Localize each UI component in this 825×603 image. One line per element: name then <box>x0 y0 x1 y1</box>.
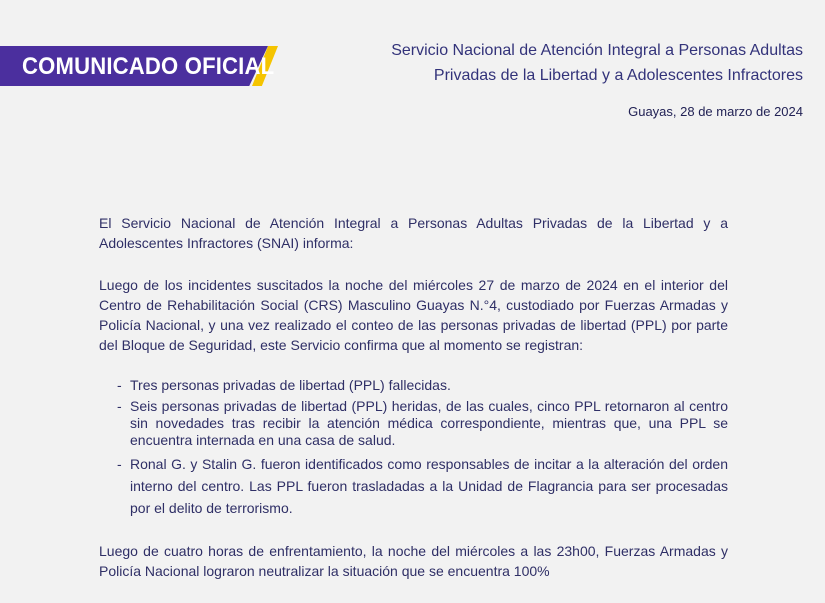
banner-label: COMUNICADO OFICIAL <box>22 53 275 80</box>
document-body <box>99 213 728 603</box>
bullet-list <box>99 377 728 519</box>
bullet-item: - Seis personas privadas de libertad (PPL) heridas, de las cuales, cinco PPL retornaron al centro sin novedades tras recibir la atención médica correspondiente, mientras que, una PPL se encuentra internada en una casa de salud. <box>117 398 728 449</box>
paragraph-1: Luego de los incidentes suscitados la noche del miércoles 27 de marzo de 2024 en el interior del Centro de Rehabilitación Social (CRS) Masculino Guayas N.°4, custodiado por Fuerzas Armadas y Policía Nacional, y una vez realizado el conteo de las personas privadas de libertad (PPL) por parte del Bloque de Seguridad, este Servicio confirma que al momento se registran: <box>99 277 728 353</box>
organization-line-1: Servicio Nacional de Atención Integral a Personas Adultas <box>391 42 803 59</box>
intro-paragraph: El Servicio Nacional de Atención Integral a Personas Adultas Privadas de la Libertad y a Adolescentes Infractores (SNAI) informa: <box>99 215 728 251</box>
bullet-item: - Tres personas privadas de libertad (PPL) fallecidas. <box>117 377 728 394</box>
organization-name <box>333 38 803 88</box>
organization-line-2: Privadas de la Libertad y a Adolescentes Infractores <box>433 67 803 84</box>
paragraph-2: Luego de cuatro horas de enfrentamiento, la noche del miércoles a las 23h00, Fuerzas Armadas y Policía Nacional lograron neutralizar la situación que se encuentra 100% <box>99 543 728 579</box>
bullet-item: - Ronal G. y Stalin G. fueron identificados como responsables de incitar a la alteración del orden interno del centro. Las PPL fueron trasladadas a la Unidad de Flagrancia para ser procesadas por el delito de terrorismo. <box>117 453 728 519</box>
document-date: Guayas, 28 de marzo de 2024 <box>628 104 803 119</box>
